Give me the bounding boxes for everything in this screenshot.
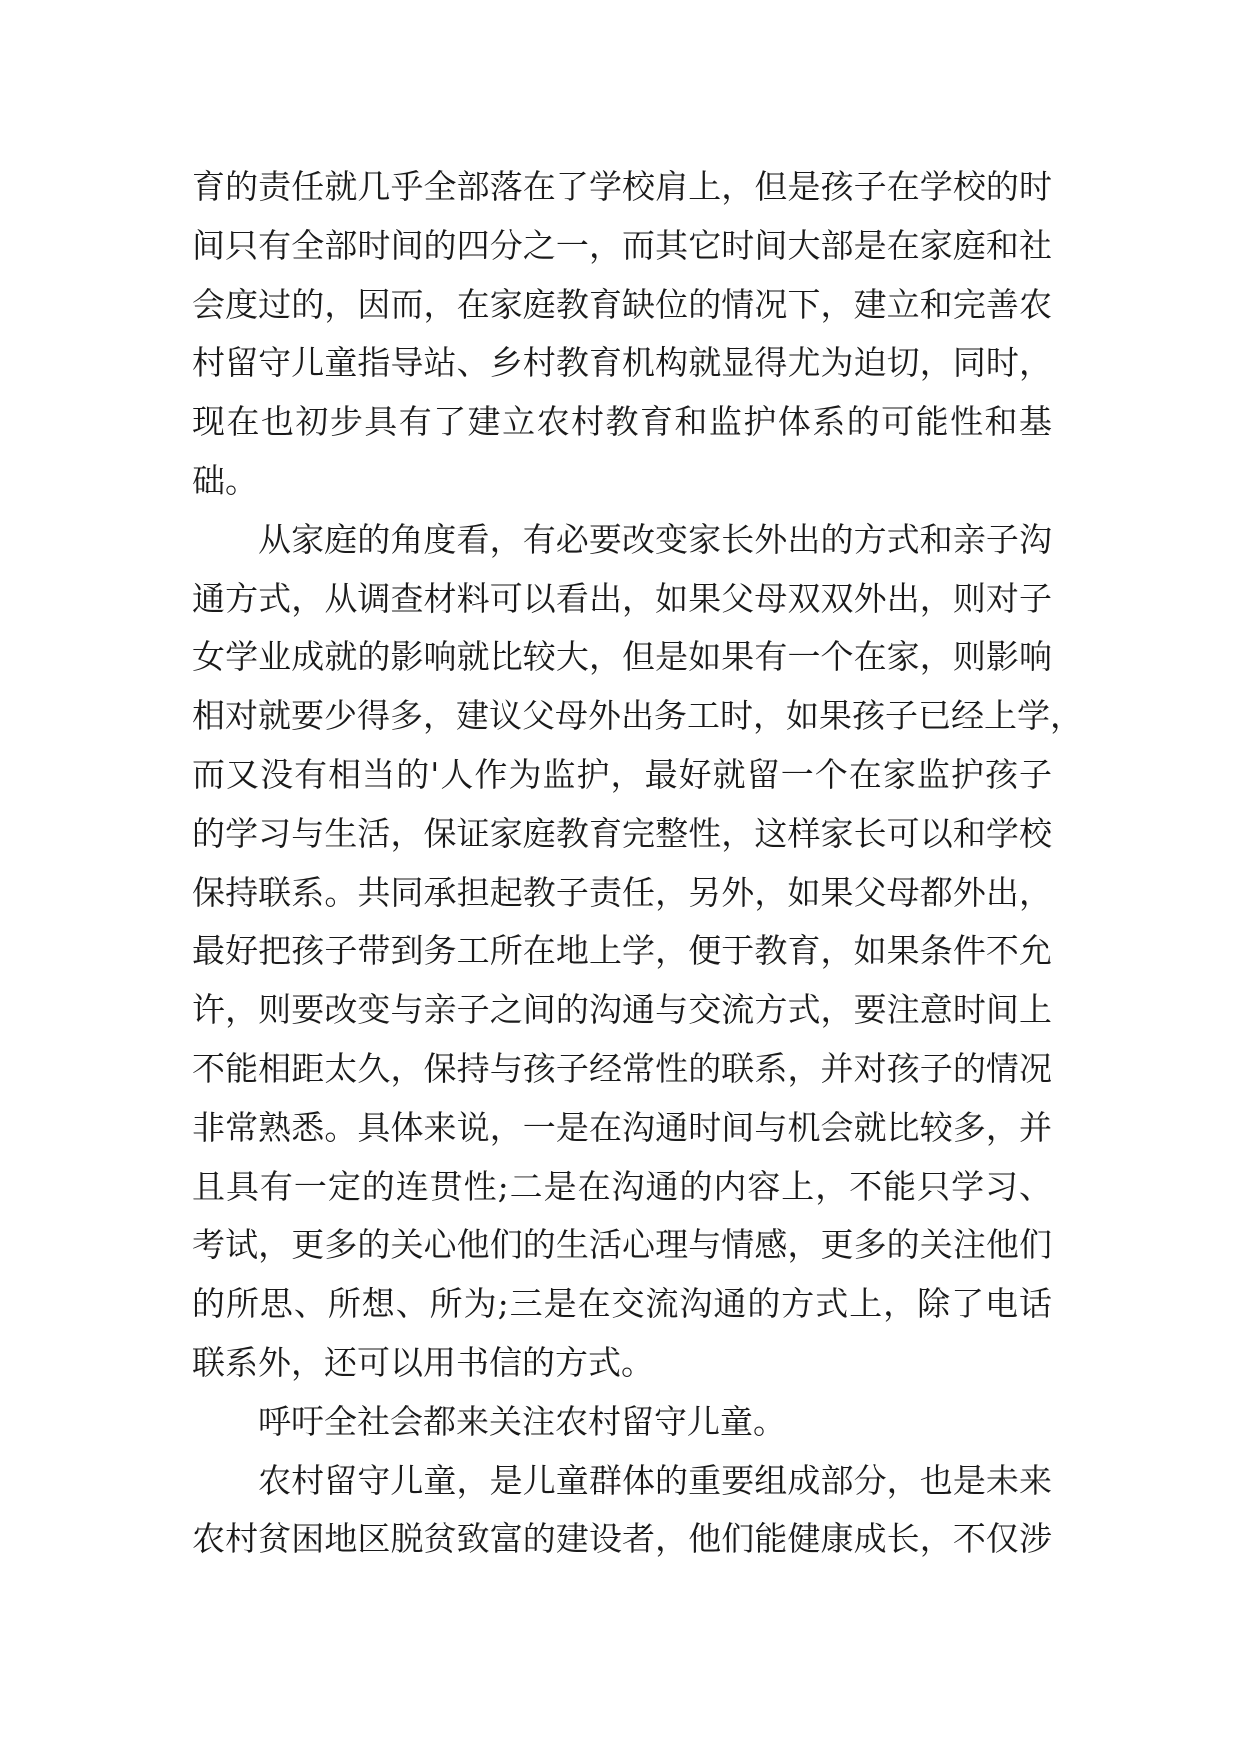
text-line: 育的责任就几乎全部落在了学校肩上，但是孩子在学校的时 (192, 167, 1052, 206)
text-line: 通方式，从调查材料可以看出，如果父母双双外出，则对子 (192, 578, 1052, 618)
text-line: 最好把孩子带到务工所在地上学，便于教育，如果条件不允 (192, 931, 1052, 971)
text-line: 会度过的，因而，在家庭教育缺位的情况下，建立和完善农 (192, 284, 1052, 324)
text-line: 呼吁全社会都来关注农村留守儿童。 (258, 1401, 786, 1441)
text-line: 农村留守儿童，是儿童群体的重要组成部分，也是未来 (258, 1460, 1052, 1500)
text-line: 保持联系。共同承担起教子责任，另外，如果父母都外出， (192, 872, 1052, 912)
text-line: 的所思、所想、所为;三是在交流沟通的方式上，除了电话 (192, 1284, 1052, 1324)
text-line: 联系外，还可以用书信的方式。 (192, 1342, 654, 1382)
text-line: 村留守儿童指导站、乡村教育机构就显得尤为迫切，同时， (192, 343, 1052, 383)
text-line: 许，则要改变与亲子之间的沟通与交流方式，要注意时间上 (192, 990, 1052, 1030)
text-line: 农村贫困地区脱贫致富的建设者，他们能健康成长，不仅涉 (192, 1519, 1052, 1559)
text-line: 女学业成就的影响就比较大，但是如果有一个在家，则影响 (192, 637, 1052, 677)
text-line: 的学习与生活，保证家庭教育完整性，这样家长可以和学校 (192, 813, 1052, 853)
text-line: 现在也初步具有了建立农村教育和监护体系的可能性和基 (192, 402, 1052, 442)
text-line: 而又没有相当的'人作为监护，最好就留一个在家监护孩子 (192, 754, 1052, 794)
text-line: 考试，更多的关心他们的生活心理与情感，更多的关注他们 (192, 1225, 1052, 1265)
text-line: 且具有一定的连贯性;二是在沟通的内容上，不能只学习、 (192, 1166, 1052, 1206)
text-line: 间只有全部时间的四分之一，而其它时间大部是在家庭和社 (192, 225, 1052, 265)
body-text (192, 158, 1083, 1569)
text-line: 不能相距太久，保持与孩子经常性的联系，并对孩子的情况 (192, 1048, 1052, 1088)
text-line: 非常熟悉。具体来说，一是在沟通时间与机会就比较多，并 (192, 1107, 1052, 1147)
text-line: 相对就要少得多，建议父母外出务工时，如果孩子已经上学， (192, 696, 1083, 736)
text-line: 础。 (192, 460, 258, 500)
text-line: 从家庭的角度看，有必要改变家长外出的方式和亲子沟 (258, 519, 1052, 559)
